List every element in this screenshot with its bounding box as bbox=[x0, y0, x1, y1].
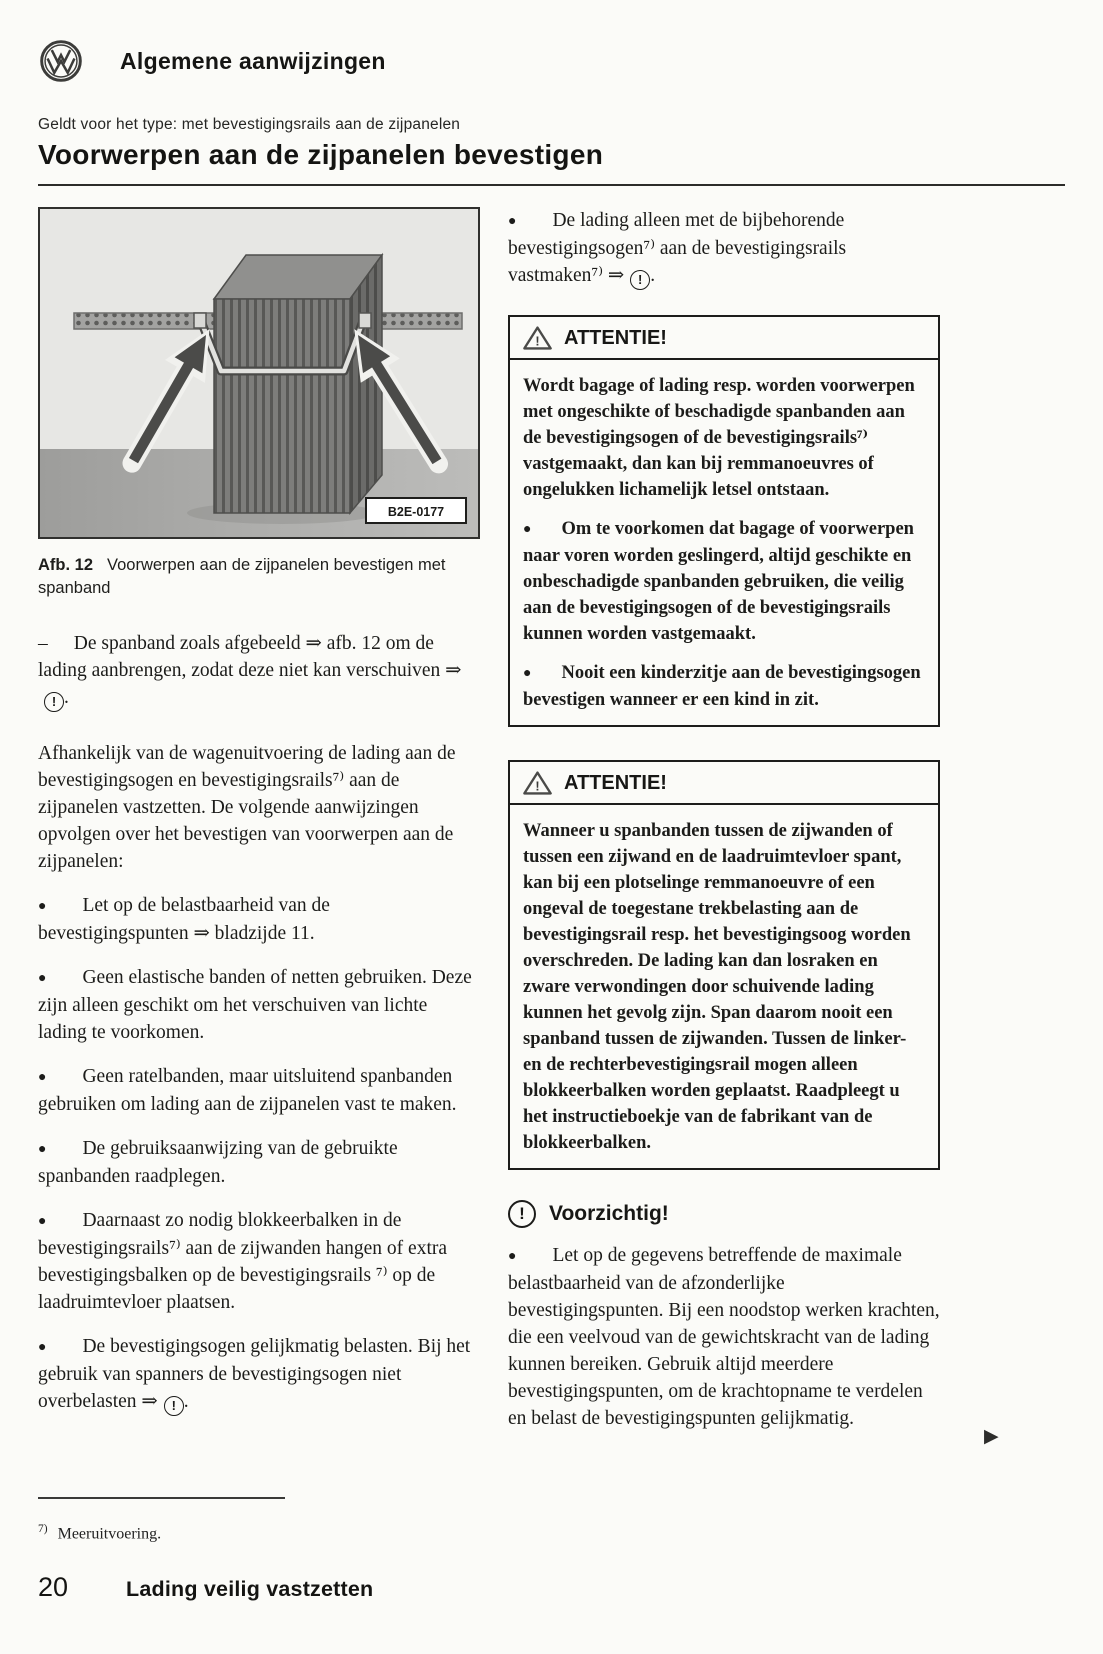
figure-illustration bbox=[38, 207, 480, 539]
applies-line: Geldt voor het type: met bevestigingsrails aan de zijpanelen bbox=[38, 116, 461, 133]
footnote-text: Meeruitvoering. bbox=[57, 1525, 162, 1543]
warning-title: ATTENTIE! bbox=[564, 326, 667, 349]
warning-triangle-icon bbox=[523, 770, 552, 796]
warning-box bbox=[508, 760, 940, 1170]
figure-caption-label: Afb. 12 bbox=[38, 556, 94, 574]
cargo-box bbox=[214, 255, 382, 513]
bullet-icon: ● bbox=[523, 522, 532, 537]
section-title: Algemene aanwijzingen bbox=[120, 47, 386, 74]
bullet-icon: ● bbox=[523, 666, 532, 681]
svg-text:!: ! bbox=[535, 334, 540, 349]
footnote-marker: 7) bbox=[38, 1523, 48, 1535]
footnote-rule bbox=[38, 1497, 285, 1499]
bullet-icon: ● bbox=[38, 898, 47, 914]
warning-box bbox=[508, 315, 940, 727]
bullet-icon: ● bbox=[38, 1141, 47, 1157]
bullet-icon: ● bbox=[508, 214, 517, 229]
bullet-icon: ● bbox=[38, 970, 47, 986]
page-footer bbox=[38, 1572, 373, 1603]
bullet-item: ● De lading alleen met de bijbehorende bevestigingsogen⁷⁾ aan de bevestigingsrails vastmaken⁷⁾ ⇒ ! . bbox=[508, 207, 940, 290]
caution-circle-icon: ! bbox=[630, 270, 650, 290]
bullet-icon: ● bbox=[38, 1213, 47, 1229]
caution-section-header bbox=[508, 1200, 940, 1228]
vw-logo-icon bbox=[40, 40, 82, 82]
footnote bbox=[38, 1523, 161, 1543]
warning-box-body bbox=[510, 805, 938, 1168]
bullet-icon: ● bbox=[38, 1069, 47, 1085]
page-header bbox=[40, 40, 386, 82]
page-number: 20 bbox=[38, 1572, 69, 1602]
warning-bullet-item: ● Nooit een kinderzitje aan de bevestigingsogen bevestigen wanneer er een kind in zit. bbox=[523, 663, 921, 710]
bullet-item: ● Geen elastische banden of netten gebruiken. Deze zijn alleen geschikt om het verschuiven van lichte lading te voorkomen. bbox=[38, 966, 472, 1043]
warning-paragraph: Wordt bagage of lading resp. worden voorwerpen met ongeschikte of beschadigde spanbanden aan de bevestigingsogen of de bevestigingsrails⁷⁾ vastgemaakt, dan kan bij remmanoeuvres of ongelukken lichamelijk letsel ontstaan. bbox=[523, 376, 915, 500]
warning-bullet-item: ● Om te voorkomen dat bagage of voorwerpen naar voren worden geslingerd, altijd geschikte en onbeschadigde spanbanden gebruiken, die veilig aan de bevestigingsogen of de bevestigingsrails kunnen worden vastgemaakt. bbox=[523, 519, 914, 644]
figure bbox=[38, 207, 480, 600]
svg-text:!: ! bbox=[535, 779, 540, 794]
bullet-item: ● Geen ratelbanden, maar uitsluitend spanbanden gebruiken om lading aan de zijpanelen vast te maken. bbox=[38, 1065, 457, 1115]
page-title: Voorwerpen aan de zijpanelen bevestigen bbox=[38, 139, 604, 170]
instruction-item: – De spanband zoals afgebeeld ⇒ afb. 12 om de lading aanbrengen, zodat deze niet kan verschuiven ⇒! . bbox=[38, 630, 480, 712]
body-paragraph: Afhankelijk van de wagenuitvoering de lading aan de bevestigingsogen en bevestigingsrails⁷⁾ aan de zijpanelen vastzetten. De volgende aanwijzingen opvolgen over het bevestigen van voorwerpen aan de zijpanelen: bbox=[38, 742, 456, 872]
caution-circle-icon: ! bbox=[164, 1396, 184, 1416]
bullet-item: ● Daarnaast zo nodig blokkeerbalken in de bevestigingsrails⁷⁾ aan de zijwanden hangen of extra bevestigingsbalken op de bevestigingsrails ⁷⁾ op de laadruimtevloer plaatsen. bbox=[38, 1209, 448, 1313]
continuation-arrow-icon: ▶ bbox=[984, 1425, 999, 1447]
warning-triangle-icon bbox=[523, 325, 552, 351]
warning-box-header bbox=[510, 317, 938, 360]
right-column bbox=[508, 207, 940, 1432]
warning-title: ATTENTIE! bbox=[564, 771, 667, 794]
figure-caption bbox=[38, 554, 480, 600]
bullet-item: ● Let op de gegevens betreffende de maximale belastbaarheid van de afzonderlijke bevestigingspunten. Bij een noodstop werken krachten, die een veelvoud van de gewichtskracht van de lading kunnen bereiken. Gebruik altijd meerdere bevestigingspunten, om de krachtopname te verdelen en belast de bevestigingspunten gelijkmatig. bbox=[508, 1245, 940, 1429]
bullet-item: ● Let op de belastbaarheid van de bevestigingspunten ⇒ bladzijde 11. bbox=[38, 894, 330, 944]
warning-box-header bbox=[510, 762, 938, 805]
svg-text:B2E-0177: B2E-0177 bbox=[387, 505, 445, 519]
chapter-title: Lading veilig vastzetten bbox=[126, 1577, 374, 1601]
figure-code-label bbox=[366, 498, 466, 523]
bullet-icon: ● bbox=[38, 1339, 47, 1355]
warning-box-body bbox=[510, 360, 938, 725]
bullet-icon: ● bbox=[508, 1249, 517, 1264]
dash-marker: – bbox=[38, 632, 48, 654]
left-column bbox=[38, 207, 480, 1416]
warning-paragraph: Wanneer u spanbanden tussen de zijwanden of tussen een zijwand en de laadruimtevloer spant, kan bij een plotselinge remmanoeuvre of een ongeval de toegestane trekbelasting aan de bevestigingsrail resp. het bevestigingsoog worden overschreden. De lading kan dan losraken en zware verwondingen door schuivende lading kunnen het gevolg zijn. Span daarom nooit een spanband tussen de zijwanden. Tussen de linker- en de rechterbevestigingsrail mogen alleen blokkeerbalken worden geplaatst. Raadpleegt u het instructieboekje van de fabrikant van de blokkeerbalken. bbox=[523, 821, 911, 1153]
title-rule bbox=[38, 184, 1065, 186]
caution-title: Voorzichtig! bbox=[549, 1202, 669, 1225]
bullet-item: ● De gebruiksaanwijzing van de gebruikte spanbanden raadplegen. bbox=[38, 1137, 398, 1187]
figure-caption-text: Voorwerpen aan de zijpanelen bevestigen met spanband bbox=[38, 556, 446, 597]
caution-circle-icon: ! bbox=[508, 1200, 536, 1228]
bullet-item: ● De bevestigingsogen gelijkmatig belasten. Bij het gebruik van spanners de bevestigingsogen niet overbelasten ⇒ ! . bbox=[38, 1333, 480, 1416]
caution-circle-icon: ! bbox=[44, 692, 64, 712]
